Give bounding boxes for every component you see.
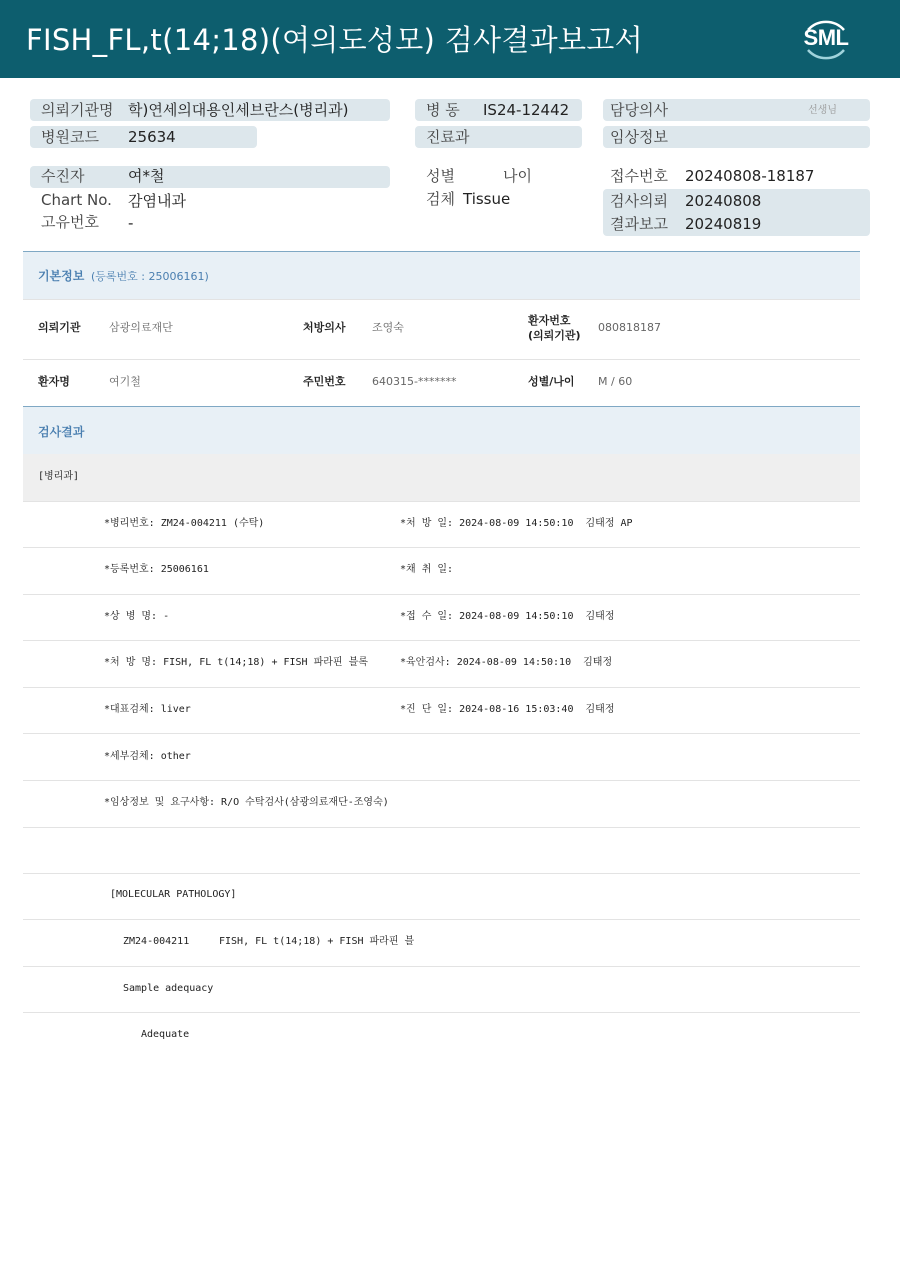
molecular-title: [MOLECULAR PATHOLOGY] — [110, 889, 237, 900]
divider — [23, 873, 860, 874]
unique-value: - — [128, 214, 134, 232]
department-tag: [병리과] — [38, 471, 80, 482]
result-line-right: *채 취 일: — [400, 564, 454, 575]
divider — [23, 966, 860, 967]
doctor-label: 담당의사 — [610, 101, 668, 119]
prescriber-label: 처방의사 — [303, 321, 346, 334]
rrn-label: 주민번호 — [303, 375, 346, 388]
result-line-right: *진 단 일: 2024-08-16 15:03:40 김태정 — [400, 704, 615, 715]
result-line-left: *세부검체: other — [104, 751, 191, 762]
patient-no-value: 080818187 — [598, 321, 661, 334]
adequacy-label: Sample adequacy — [123, 983, 214, 994]
patient-label: 수진자 — [41, 167, 85, 185]
patient-name-value: 여기철 — [109, 375, 141, 388]
receipt-label: 접수번호 — [610, 167, 668, 185]
department-label: 진료과 — [426, 128, 470, 146]
report-date-label: 결과보고 — [610, 215, 668, 233]
rrn-value: 640315-******* — [372, 375, 457, 388]
ward-value: IS24-12442 — [483, 101, 570, 119]
results-header — [23, 407, 860, 454]
basic-info-title: 기본정보 — [38, 269, 85, 283]
clinical-info-label: 임상정보 — [610, 128, 668, 146]
hospital-code-value: 25634 — [128, 128, 176, 146]
divider — [23, 733, 860, 734]
patient-no-label: 환자번호 — [528, 314, 571, 327]
prescriber-value: 조영숙 — [372, 321, 404, 334]
divider — [23, 687, 860, 688]
patient-name-label: 환자명 — [38, 375, 70, 388]
divider — [23, 827, 860, 828]
report-title: FISH_FL,t(14;18)(여의도성모) 검사결과보고서 — [26, 23, 643, 57]
result-line-left: *임상정보 및 요구사항: R/O 수탁검사(삼광의료재단-조영숙) — [104, 797, 389, 808]
referring-institution-label: 의뢰기관 — [38, 321, 81, 334]
result-line-right: *접 수 일: 2024-08-09 14:50:10 김태정 — [400, 611, 615, 622]
result-line-left: *대표검체: liver — [104, 704, 191, 715]
result-line-left: *병리번호: ZM24-004211 (수탁) — [104, 518, 265, 529]
results-title: 검사결과 — [38, 425, 85, 439]
sex-age-value: M / 60 — [598, 375, 633, 388]
age-label: 나이 — [503, 167, 532, 185]
unique-label: 고유번호 — [41, 213, 99, 231]
divider — [23, 780, 860, 781]
result-line-left: *상 병 명: - — [104, 611, 170, 622]
adequacy-value: Adequate — [141, 1029, 190, 1040]
report-header — [0, 0, 900, 78]
institution-value: 학)연세의대용인세브란스(병리과) — [128, 101, 349, 119]
divider — [23, 501, 860, 502]
chart-label: Chart No. — [41, 191, 112, 209]
ward-label: 병 동 — [426, 101, 460, 119]
divider — [23, 299, 860, 300]
divider — [23, 594, 860, 595]
divider — [23, 359, 860, 360]
specimen-value: Tissue — [463, 190, 511, 208]
department-band — [23, 454, 860, 501]
divider — [23, 919, 860, 920]
hospital-code-label: 병원코드 — [41, 128, 99, 146]
request-label: 검사의뢰 — [610, 192, 668, 210]
receipt-value: 20240808-18187 — [685, 167, 815, 185]
logo-text: SML — [803, 25, 849, 50]
referring-institution-value: 삼광의료재단 — [109, 321, 173, 334]
molecular-test: FISH, FL t(14;18) + FISH 파라핀 블 — [219, 936, 415, 947]
result-line-left: *처 방 명: FISH, FL t(14;18) + FISH 파라핀 블록 — [104, 657, 368, 668]
sex-age-label: 성별/나이 — [528, 375, 575, 388]
specimen-label: 검체 — [426, 190, 455, 208]
request-value: 20240808 — [685, 192, 762, 210]
divider — [23, 640, 860, 641]
sml-logo — [798, 12, 854, 68]
report-date-value: 20240819 — [685, 215, 762, 233]
divider — [23, 547, 860, 548]
institution-label: 의뢰기관명 — [41, 101, 114, 119]
basic-info-subtitle: (등록번호 : 25006161) — [91, 270, 209, 283]
result-line-left: *등록번호: 25006161 — [104, 564, 209, 575]
sex-label: 성별 — [426, 167, 455, 185]
patient-value: 여*철 — [128, 167, 165, 185]
chart-value: 감염내과 — [128, 192, 186, 210]
result-line-right: *육안검사: 2024-08-09 14:50:10 김태정 — [400, 657, 613, 668]
molecular-code: ZM24-004211 — [123, 936, 190, 947]
doctor-suffix: 선생님 — [808, 105, 837, 116]
divider — [23, 1012, 860, 1013]
patient-no-sublabel: (의뢰기관) — [528, 329, 581, 342]
result-line-right: *처 방 일: 2024-08-09 14:50:10 김태정 AP — [400, 518, 633, 529]
